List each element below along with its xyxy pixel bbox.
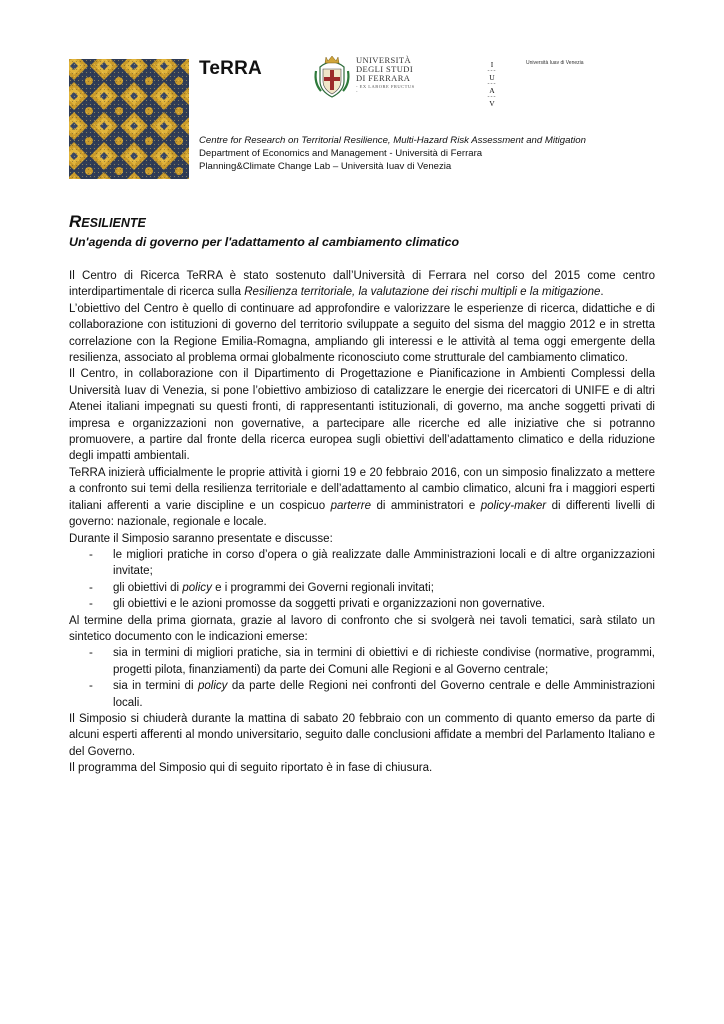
- title-rest: ESILIENTE: [81, 216, 146, 230]
- department-line: Department of Economics and Management - Università di Ferrara: [199, 148, 483, 159]
- symposium-topics-list: [69, 547, 655, 613]
- document-title: [69, 212, 146, 232]
- iuav-letter-u: U: [489, 73, 495, 82]
- iuav-divider: ---: [487, 68, 497, 74]
- paragraph: Il programma del Simposio qui di seguito riportato è in fase di chiusura.: [69, 762, 433, 775]
- iuav-letter-a: A: [489, 86, 495, 95]
- iuav-letter-v: V: [489, 99, 495, 108]
- unife-name-line2: DEGLI STUDI: [356, 64, 414, 74]
- centre-description: [199, 134, 586, 173]
- list-item: - le migliori pratiche in corso d’opera o già realizzate dalle Amministrazioni locali e di altre organizzazioni invitate;: [89, 548, 655, 578]
- paragraph: Il Centro di Ricerca TeRRA è stato sostenuto dall’Università di Ferrara nel corso del 2015 come centro interdipartimentale di ricerca sulla Resilienza territoriale, la valutazione dei rischi multipli e la mitigazione.: [69, 270, 655, 299]
- iuav-letter-i: I: [490, 60, 494, 69]
- lab-line: Planning&Climate Change Lab – Università Iuav di Venezia: [199, 161, 452, 172]
- paragraph: Il Simposio si chiuderà durante la mattina di sabato 20 febbraio con un commento di quanto emerso da parte di alcuni esperti afferenti al mondo universitario, seguito dalle conclusioni affidate a membri del Parlamento Italiano e del Governo.: [69, 712, 655, 758]
- unife-logo: [312, 53, 417, 99]
- iuav-divider: ---: [487, 81, 497, 87]
- list-item: - sia in termini di migliori pratiche, sia in termini di obiettivi e di richieste condivise (normative, programmi, progetti pilota, finanziamenti) da parte dei Comuni alle Regioni e al Governo centrale;: [89, 647, 655, 676]
- iuav-divider: ---: [487, 94, 497, 100]
- terra-mosaic-image: [69, 59, 189, 179]
- iuav-small-label: Università Iuav di Venezia: [526, 60, 584, 66]
- list-item: - sia in termini di policy da parte delle Regioni nei confronti del Governo centrale e delle Amministrazioni locali.: [89, 680, 655, 709]
- paragraph: Durante il Simposio saranno presentate e discusse:: [69, 532, 333, 545]
- paragraph: Il Centro, in collaborazione con il Dipartimento di Progettazione e Pianificazione in Ambienti Complessi della Università Iuav di Venezia, si pone l’obiettivo ambizioso di catalizzare le energie dei ricercatori di UNIFE e di altri Atenei italiani impegnati su questi fronti, di rappresentanti istituzionali, di governo, ma anche soggetti privati di impresa e organizzazioni non governative, a partecipare alle ricerche ed alle iniziative che si potranno promuovere, a partire dal fronte della ricerca europea sugli obiettivi dell’adattamento climatico e della riduzione degli impatti ambientali.: [69, 368, 655, 463]
- list-item: - gli obiettivi di policy e i programmi dei Governi regionali invitati;: [89, 581, 434, 594]
- outcomes-list: [69, 645, 655, 711]
- list-item: - gli obiettivi e le azioni promosse da soggetti privati e organizzazioni non governative.: [89, 598, 545, 611]
- document-subtitle: Un'agenda di governo per l'adattamento al cambiamento climatico: [69, 235, 460, 249]
- unife-motto: - EX LABORE FRUCTUS -: [356, 84, 415, 94]
- terra-title: TeRRA: [199, 58, 262, 79]
- paragraph: Al termine della prima giornata, grazie al lavoro di confronto che si svolgerà nei tavoli tematici, sarà stilato un sintetico documento con le indicazioni emerse:: [69, 614, 655, 643]
- unife-name-line1: UNIVERSITÀ: [356, 55, 411, 65]
- title-initial: R: [69, 212, 82, 231]
- paragraph: L’obiettivo del Centro è quello di continuare ad approfondire e valorizzare le esperienze di ricerca, didattiche e di collaborazione con istituzioni di governo del territorio sviluppate a seguito del sisma del maggio 2012 e in stretta correlazione con la Regione Emilia-Romagna, ampliando gli interessi e le attività al tema oggi emergente della resilienza, associato al problema ormai globalmente riconosciuto come strutturale del cambiamento climatico.: [69, 302, 655, 365]
- centre-name: Centre for Research on Territorial Resilience, Multi-Hazard Risk Assessment and Mitigation: [199, 135, 586, 146]
- unife-crest-icon: [312, 53, 352, 99]
- iuav-logo: [480, 60, 504, 112]
- document-body: [69, 268, 655, 777]
- unife-name-line3: DI FERRARA: [356, 73, 411, 83]
- paragraph: TeRRA inizierà ufficialmente le proprie attività i giorni 19 e 20 febbraio 2016, con un simposio finalizzato a mettere a confronto sui temi della resilienza territoriale e dell’adattamento al cambio climatico, alcuni fra i maggiori esperti italiani afferenti a varie discipline e un cospicuo parterre di amministratori e policy-maker di differenti livelli di governo: nazionale, regionale e locale.: [69, 466, 655, 529]
